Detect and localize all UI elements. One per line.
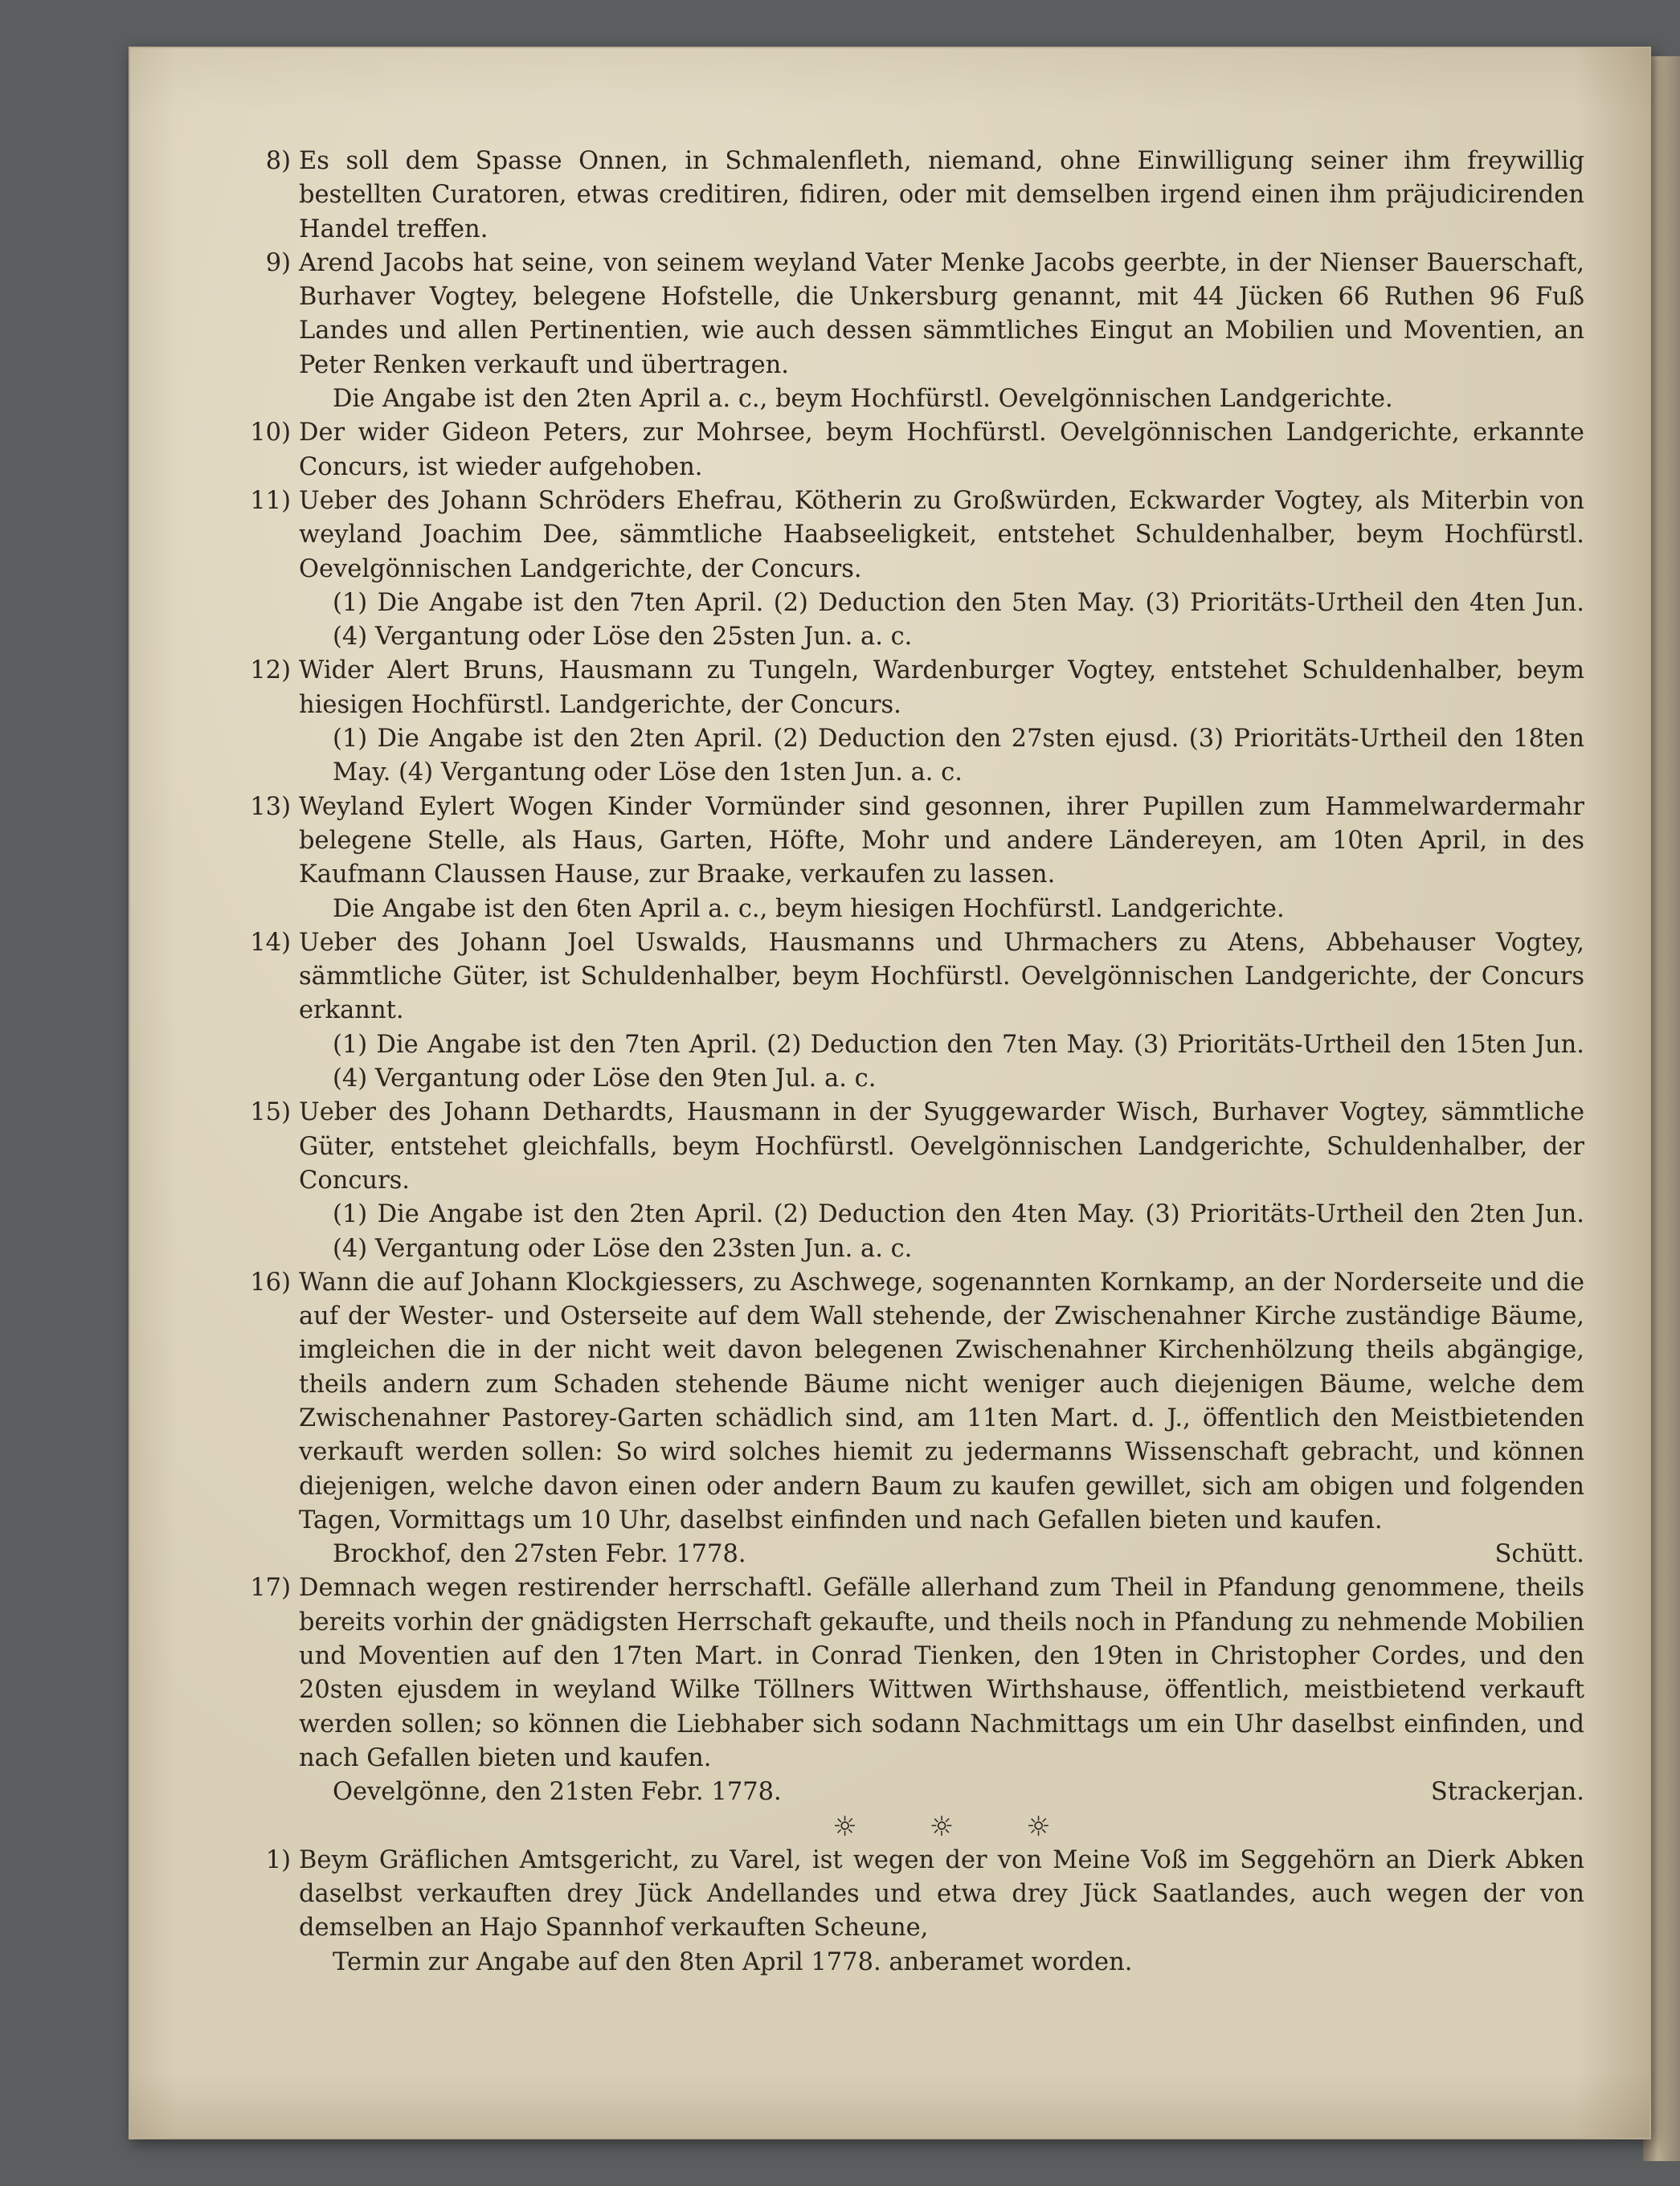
entry-body: Ueber des Johann Schröders Ehefrau, Kötherin zu Großwürden, Eckwarder Vogtey, als Miterbin von weyland Joachim Dee, sämmtliche Haabseeligkeit, entstehet Schuldenhalber, beym Hochfürstl. Oevelgönnischen Landgerichte, der Concurs. — [299, 486, 1584, 583]
entry-number: 15) — [250, 1098, 291, 1127]
signature-line — [299, 1775, 1584, 1809]
entry-note: (1) Die Angabe ist den 7ten April. (2) Deduction den 7ten May. (3) Prioritäts-Urtheil den 15ten Jun. (4) Vergantung oder Löse den 9ten Jul. a. c. — [333, 1030, 1584, 1093]
entry-number: 1) — [265, 1845, 291, 1874]
entry-number: 17) — [250, 1574, 291, 1603]
entry-note: (1) Die Angabe ist den 2ten April. (2) Deduction den 27sten ejusd. (3) Prioritäts-Urtheil den 18ten May. (4) Vergantung oder Löse den 1sten Jun. a. c. — [333, 725, 1584, 787]
entry-body: Arend Jacobs hat seine, von seinem weyland Vater Menke Jacobs geerbte, in der Nienser Bauerschaft, Burhaver Vogtey, belegene Hofstelle, die Unkersburg genannt, mit 44 Jücken 66 Ruthen 96 Fuß Landes und allen Pertinentien, wie auch dessen sämmtliches Eingut an Mobilien und Moventien, an Peter Renken verkauft und übertragen. — [299, 248, 1584, 379]
signer: Schütt. — [1494, 1540, 1584, 1569]
sun-ornament-icon: ☼ — [1026, 1810, 1123, 1843]
entry-note: Die Angabe ist den 2ten April a. c., beym Hochfürstl. Oevelgönnischen Landgerichte. — [333, 385, 1393, 414]
signature-line — [299, 1538, 1584, 1571]
place-date: Oevelgönne, den 21sten Febr. 1778. — [333, 1778, 782, 1807]
ornament-divider — [299, 1810, 1584, 1844]
entry-body: Demnach wegen restirender herrschaftl. Gefälle allerhand zum Theil in Pfandung genommene, theils bereits vorhin der gnädigsten Herrschaft gekaufte, und theils noch in Pfandung zu nehmende Mobilien und Moventien auf den 17ten Mart. in Conrad Tienken, den 19ten in Christopher Cordes, und den 20sten ejusdem in weyland Wilke Töllners Wittwen Wirthshause, öffentlich, meistbietend verkauft werden sollen; so können die Liebhaber sich sodann Nachmittags um ein Uhr daselbst einfinden, und nach Gefallen bieten und kaufen. — [299, 1574, 1584, 1772]
entry-body: Beym Gräflichen Amtsgericht, zu Varel, ist wegen der von Meine Voß im Seggehörn an Dierk Abken daselbst verkauften drey Jück Andellandes und etwa drey Jück Saatlandes, auch wegen der von demselben an Hajo Spannhof verkauften Scheune, — [299, 1845, 1584, 1943]
entry-body: Ueber des Johann Joel Uswalds, Hausmanns und Uhrmachers zu Atens, Abbehauser Vogtey, sämmtliche Güter, ist Schuldenhalber, beym Hochfürstl. Oevelgönnischen Landgerichte, der Concurs erkannt. — [299, 928, 1584, 1025]
entry-number: 9) — [265, 248, 291, 277]
entry-note: (1) Die Angabe ist den 7ten April. (2) Deduction den 5ten May. (3) Prioritäts-Urtheil den 4ten Jun. (4) Vergantung oder Löse den 25sten Jun. a. c. — [333, 588, 1584, 652]
signer: Strackerjan. — [1430, 1778, 1584, 1807]
entry-10 — [250, 416, 1584, 484]
entry-12 — [250, 654, 1584, 790]
entry-note: (1) Die Angabe ist den 2ten April. (2) Deduction den 4ten May. (3) Prioritäts-Urtheil den 2ten Jun. (4) Vergantung oder Löse den 23sten Jun. a. c. — [333, 1200, 1584, 1263]
entry-13 — [250, 791, 1584, 926]
place-date: Brockhof, den 27sten Febr. 1778. — [333, 1540, 746, 1569]
entry-number: 8) — [265, 147, 291, 175]
entry-body: Wann die auf Johann Klockgiessers, zu Aschwege, sogenannten Kornkamp, an der Norderseite und die auf der Wester- und Osterseite auf dem Wall stehende, der Zwischenahner Kirche zuständige Bäume, imgleichen die in der nicht weit davon belegenen Zwischenahner Kirchenhölzung theils abgängige, theils andern zum Schaden stehende Bäume nicht weniger auch diejenigen Bäume, welche dem Zwischenahner Pastorey-Garten schädlich sind, am 11ten Mart. d. J., öffentlich den Meistbietenden verkauft werden sollen: So wird solches hiemit zu jedermanns Wissenschaft gebracht, und können diejenigen, welche davon einen oder andern Baum zu kaufen gewillet, sich am obigen und folgenden Tagen, Vormittags um 10 Uhr, daselbst einfinden und nach Gefallen bieten und kaufen. — [299, 1268, 1584, 1534]
sun-ornament-icon: ☼ — [832, 1810, 930, 1843]
entry-8 — [265, 145, 1584, 247]
entry-14 — [250, 926, 1584, 1096]
page-text — [250, 145, 1584, 1980]
entry-number: 16) — [250, 1268, 291, 1297]
entry-varel-1 — [265, 1844, 1584, 1980]
entry-number: 14) — [250, 928, 291, 957]
entry-16 — [250, 1266, 1584, 1572]
entry-15 — [250, 1096, 1584, 1265]
entry-9 — [265, 247, 1584, 416]
entry-body: Weyland Eylert Wogen Kinder Vormünder sind gesonnen, ihrer Pupillen zum Hammelwardermahr belegene Stelle, als Haus, Garten, Höfte, Mohr und andere Ländereyen, am 10ten April, in des Kaufmann Claussen Hause, zur Braake, verkaufen zu lassen. — [299, 792, 1584, 889]
entry-body: Wider Alert Bruns, Hausmann zu Tungeln, Wardenburger Vogtey, entstehet Schuldenhalber, beym hiesigen Hochfürstl. Landgerichte, der Concurs. — [299, 656, 1584, 719]
entry-body: Es soll dem Spasse Onnen, in Schmalenfleth, niemand, ohne Einwilligung seiner ihm freywillig bestellten Curatoren, etwas creditiren, fidiren, oder mit demselben irgend einen ihm präjudicirenden Handel treffen. — [299, 147, 1584, 243]
entry-number: 13) — [250, 792, 291, 821]
entry-number: 10) — [250, 419, 291, 447]
entry-note: Termin zur Angabe auf den 8ten April 1778. anberamet worden. — [333, 1947, 1133, 1976]
entry-note: Die Angabe ist den 6ten April a. c., beym hiesigen Hochfürstl. Landgerichte. — [333, 894, 1285, 923]
sun-ornament-icon: ☼ — [929, 1810, 1027, 1843]
entry-number: 11) — [250, 486, 291, 515]
entry-number: 12) — [250, 656, 291, 685]
entry-body: Ueber des Johann Dethardts, Hausmann in der Syuggewarder Wisch, Burhaver Vogtey, sämmtliche Güter, entstehet gleichfalls, beym Hochfürstl. Oevelgönnischen Landgerichte, Schuldenhalber, der Concurs. — [299, 1098, 1584, 1195]
entry-17 — [250, 1571, 1584, 1809]
entry-body: Der wider Gideon Peters, zur Mohrsee, beym Hochfürstl. Oevelgönnischen Landgerichte, erkannte Concurs, ist wieder aufgehoben. — [299, 419, 1584, 481]
entry-11 — [250, 484, 1584, 654]
